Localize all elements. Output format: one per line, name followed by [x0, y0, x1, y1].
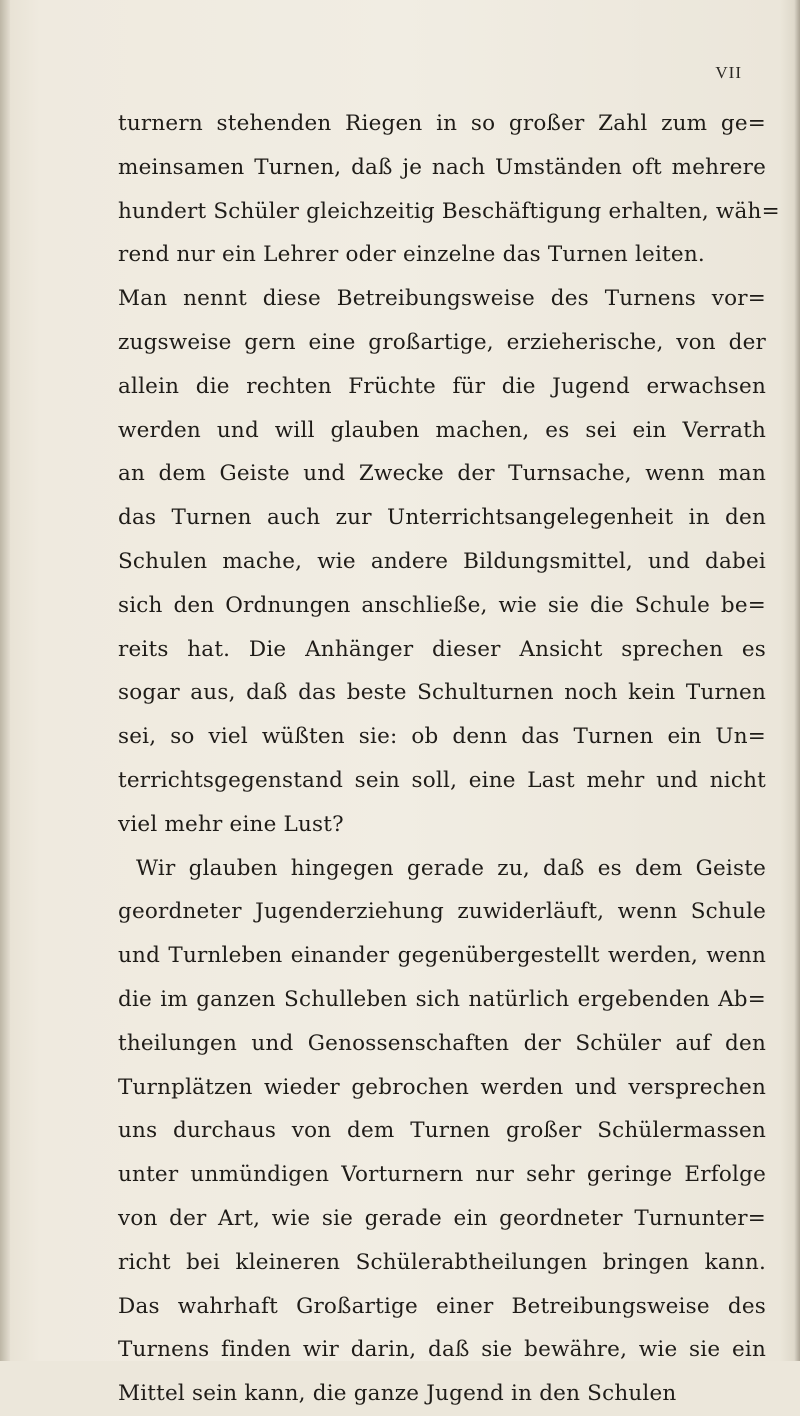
- text-line: uns durchaus von dem Turnen großer Schülermassen: [118, 1118, 766, 1144]
- text-line: terrichtsgegenstand sein soll, eine Last mehr und nicht: [118, 767, 766, 793]
- text-line: von der Art, wie sie gerade ein geordneter Turnunter=: [118, 1205, 766, 1231]
- text-line: das Turnen auch zur Unterrichtsangelegenheit in den: [118, 505, 766, 531]
- body-text: [118, 102, 780, 1416]
- text-line: theilungen und Genossenschaften der Schüler auf den: [118, 1030, 766, 1056]
- page-number: VII: [715, 63, 742, 82]
- text-line: und Turnleben einander gegenübergestellt werden, wenn: [118, 943, 766, 969]
- text-line: Turnens finden wir darin, daß sie bewähre, wie sie ein: [118, 1337, 766, 1363]
- text-line: Man nennt diese Betreibungsweise des Turnens vor=: [118, 286, 766, 312]
- text-line: die im ganzen Schulleben sich natürlich ergebenden Ab=: [118, 986, 766, 1012]
- page-edge-shadow: [794, 0, 800, 1361]
- text-line: Schulen mache, wie andere Bildungsmittel, und dabei: [118, 548, 766, 574]
- text-line: geordneter Jugenderziehung zuwiderläuft, wenn Schule: [118, 899, 766, 925]
- text-line: Wir glauben hingegen gerade zu, daß es dem Geiste: [136, 855, 766, 881]
- text-line: Turnplätzen wieder gebrochen werden und versprechen: [118, 1074, 766, 1100]
- text-line: turnern stehenden Riegen in so großer Zahl zum ge=: [118, 111, 766, 136]
- text-line: Mittel sein kann, die ganze Jugend in den Schulen: [118, 1381, 677, 1407]
- text-line: meinsamen Turnen, daß je nach Umständen oft mehrere: [118, 154, 766, 180]
- text-line: zugsweise gern eine großartige, erzieherische, von der: [118, 329, 766, 355]
- text-line: hundert Schüler gleichzeitig Beschäftigung erhalten, wäh=: [118, 198, 780, 224]
- text-line: rend nur ein Lehrer oder einzelne das Turnen leiten.: [118, 242, 705, 268]
- text-line: reits hat. Die Anhänger dieser Ansicht sprechen es: [118, 636, 766, 662]
- text-line: werden und will glauben machen, es sei ein Verrath: [118, 417, 766, 443]
- text-line: allein die rechten Früchte für die Jugend erwachsen: [118, 373, 766, 399]
- text-line: sich den Ordnungen anschließe, wie sie die Schule be=: [118, 592, 766, 618]
- page-binding-shadow: [0, 0, 10, 1361]
- text-line: an dem Geiste und Zwecke der Turnsache, wenn man: [118, 461, 766, 487]
- text-line: sei, so viel wüßten sie: ob denn das Turnen ein Un=: [118, 724, 766, 750]
- text-line: richt bei kleineren Schülerabtheilungen bringen kann.: [118, 1249, 766, 1275]
- text-line: Das wahrhaft Großartige einer Betreibungsweise des: [118, 1293, 766, 1319]
- text-line: unter unmündigen Vorturnern nur sehr geringe Erfolge: [118, 1162, 766, 1188]
- text-line: sogar aus, daß das beste Schulturnen noch kein Turnen: [118, 680, 766, 706]
- text-line: viel mehr eine Lust?: [118, 811, 344, 837]
